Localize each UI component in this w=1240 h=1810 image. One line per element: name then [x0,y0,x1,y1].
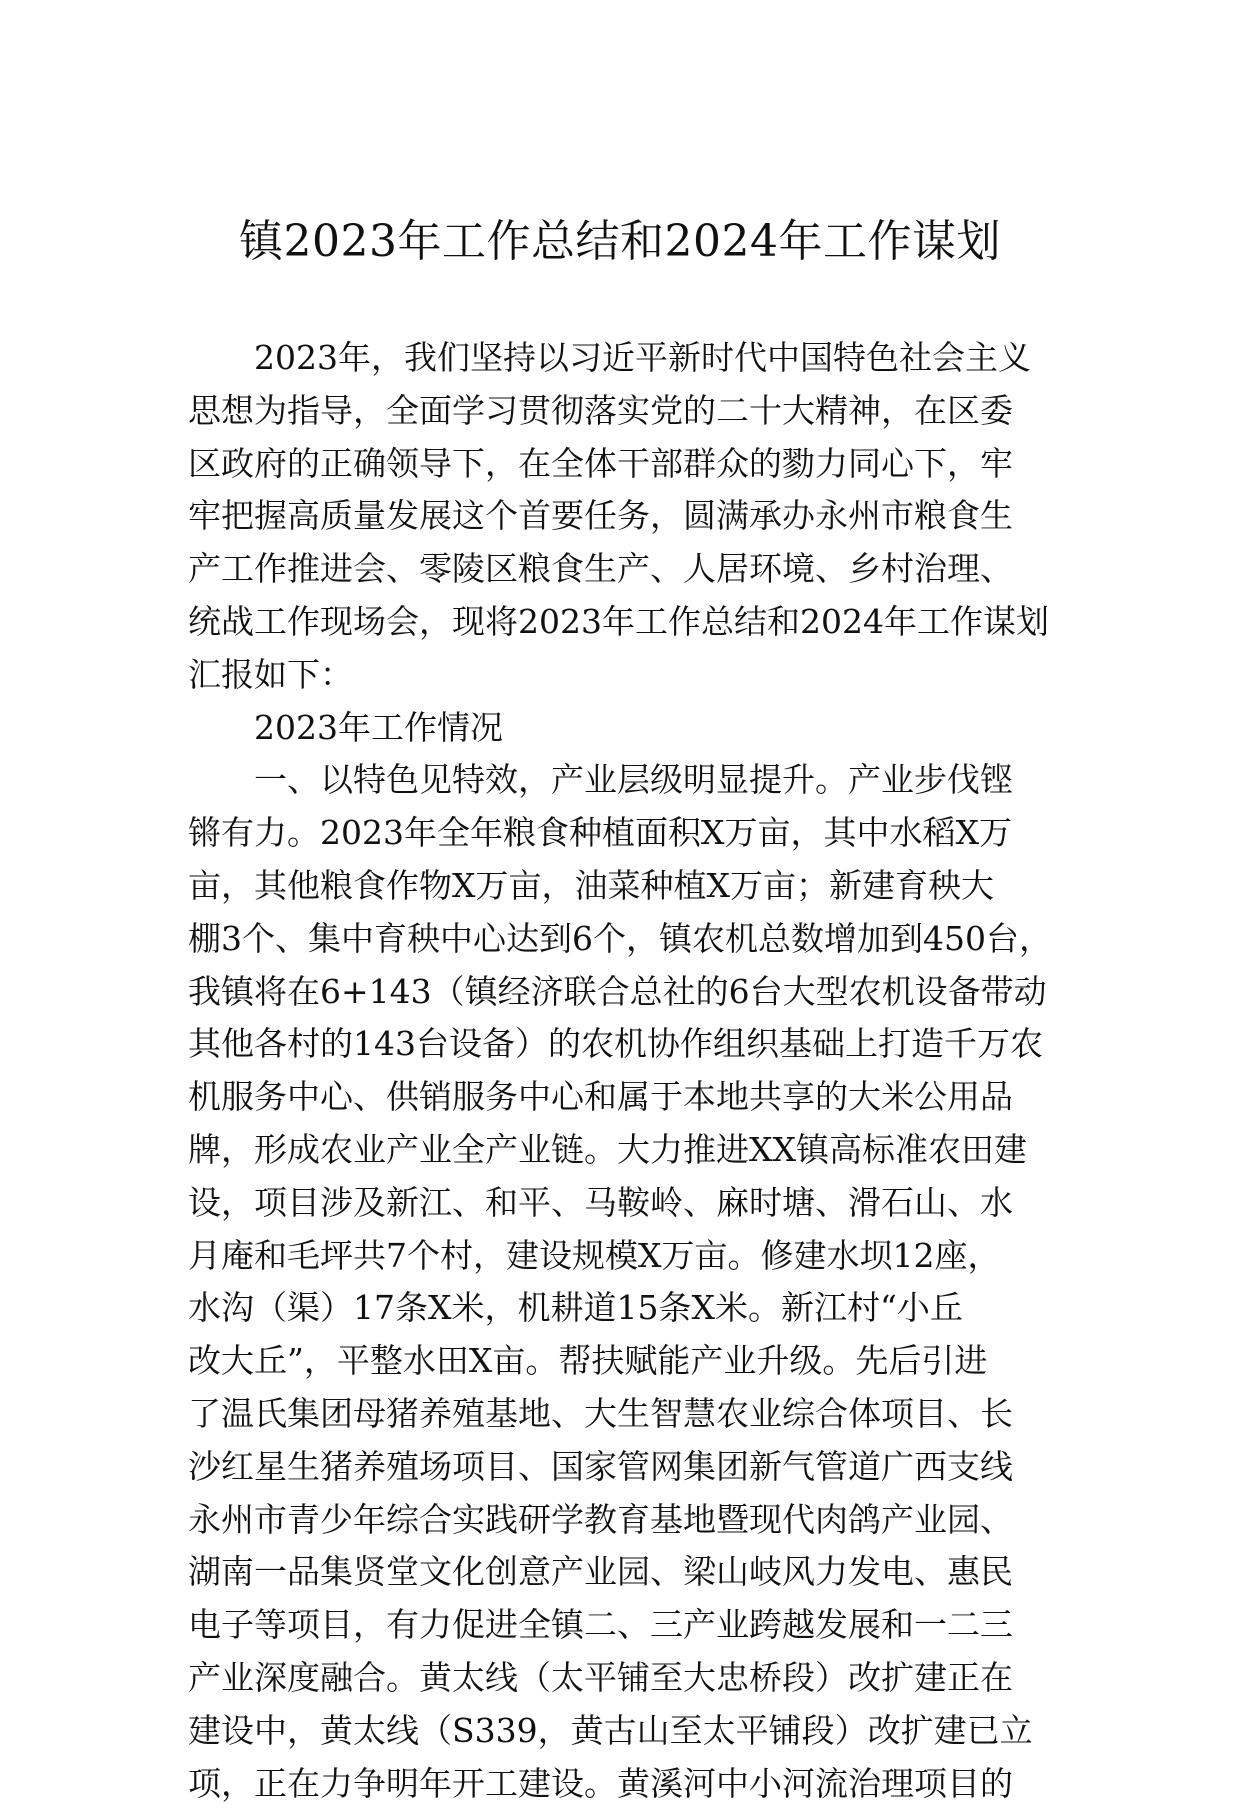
paragraph-line: 项，正在力争明年开工建设。黄溪河中小河流治理项目的 [188,1763,1013,1803]
paragraph-line: 亩，其他粮食作物X万亩，油菜种植X万亩；新建育秧大 [188,865,994,905]
paragraph-line: 2023年，我们坚持以习近平新时代中国特色社会主义 [254,338,1031,377]
paragraph-line: 牢把握高质量发展这个首要任务，圆满承办永州市粮食生 [188,496,1013,536]
paragraph-line: 设，项目涉及新江、和平、马鞍岭、麻时塘、滑石山、水 [188,1182,1013,1222]
document-title: 镇2023年工作总结和2024年工作谋划 [239,216,1001,267]
paragraph-line: 牌，形成农业产业全产业链。大力推进XX镇高标准农田建 [188,1129,1027,1169]
paragraph-line: 机服务中心、供销服务中心和属于本地共享的大米公用品 [188,1077,1013,1117]
paragraph-line: 锵有力。2023年全年粮食种植面积X万亩，其中水稻X万 [188,813,1012,853]
paragraph-line: 一、以特色见特效，产业层级明显提升。产业步伐铿 [254,760,1013,800]
paragraph-line: 湖南一品集贤堂文化创意产业园、梁山岐风力发电、惠民 [188,1552,1013,1592]
paragraph-line: 棚3个、集中育秧中心达到6个，镇农机总数增加到450台， [188,918,1052,958]
paragraph-line: 永州市青少年综合实践研学教育基地暨现代肉鸽产业园、 [188,1499,1013,1539]
section-heading: 2023年工作情况 [254,707,503,747]
paragraph-line: 产业深度融合。黄太线（太平铺至大忠桥段）改扩建正在 [188,1657,1013,1697]
paragraph-line: 思想为指导，全面学习贯彻落实党的二十大精神，在区委 [188,390,1013,430]
paragraph-line: 建设中，黄太线（S339，黄古山至太平铺段）改扩建已立 [188,1710,1033,1750]
paragraph-line: 改大丘”，平整水田X亩。帮扶赋能产业升级。先后引进 [188,1341,988,1381]
paragraph-line: 我镇将在6+143（镇经济联合总社的6台大型农机设备带动 [188,971,1047,1011]
paragraph-line: 统战工作现场会，现将2023年工作总结和2024年工作谋划 [188,601,1049,641]
paragraph-line: 汇报如下： [188,654,353,694]
paragraph-line: 沙红星生猪养殖场项目、国家管网集团新气管道广西支线 [188,1446,1013,1486]
paragraph-line: 了温氏集团母猪养殖基地、大生智慧农业综合体项目、长 [188,1393,1013,1433]
paragraph-line: 电子等项目，有力促进全镇二、三产业跨越发展和一二三 [188,1605,1013,1645]
document-body [188,332,1056,1810]
paragraph-line: 其他各村的143台设备）的农机协作组织基础上打造千万农 [188,1024,1043,1064]
paragraph-line: 月庵和毛坪共7个村，建设规模X万亩。修建水坝12座， [188,1235,1001,1275]
paragraph-line: 产工作推进会、零陵区粮食生产、人居环境、乡村治理、 [188,549,1013,589]
paragraph-line: 区政府的正确领导下，在全体干部群众的勠力同心下，牢 [188,443,1013,483]
paragraph-line: 水沟（渠）17条X米，机耕道15条X米。新江村“小丘 [188,1288,963,1328]
